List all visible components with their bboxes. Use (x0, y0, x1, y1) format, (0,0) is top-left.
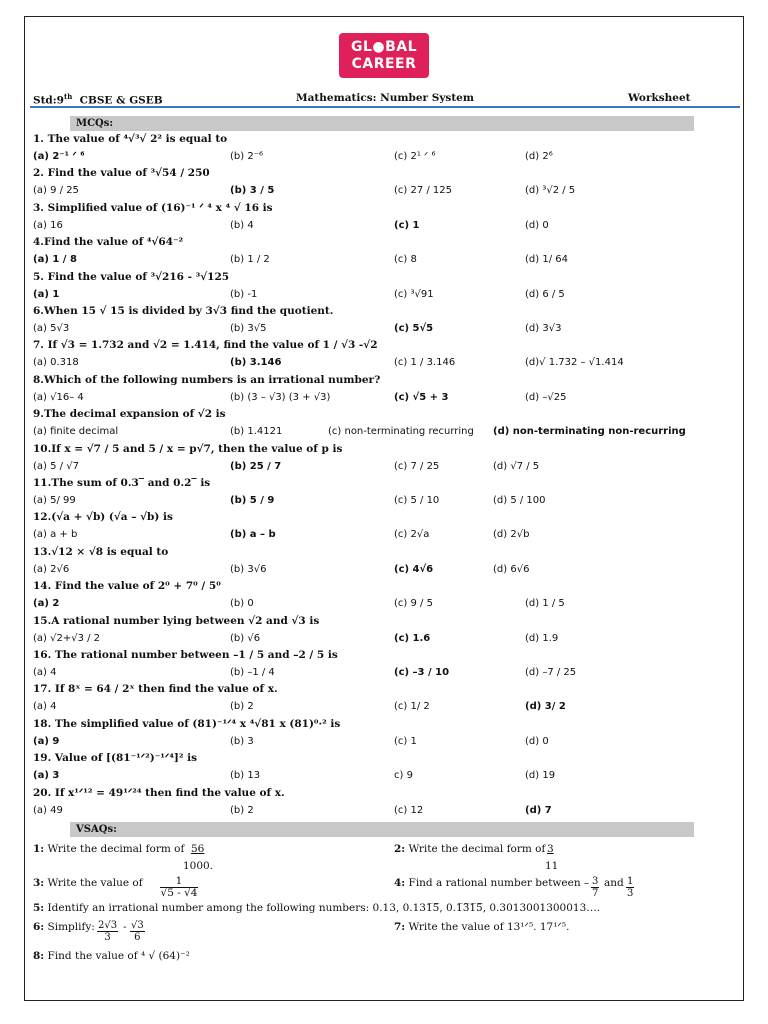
mcq-question-11: 11.The sum of 0.3‾ and 0.2‾ is (33, 477, 211, 489)
mcq-10-option-a: (a) 5 / √7 (33, 460, 79, 472)
vsaq-3-numerator: 1 (160, 876, 199, 888)
vsaq-6-text: Simplify: (47, 921, 95, 933)
mcq-6-option-c: (c) 5√5 (394, 323, 434, 334)
mcq-5-option-d: (d) 6 / 5 (525, 288, 565, 300)
mcq-9-option-a: (a) finite decimal (33, 426, 119, 438)
vsaq-4-fraction-2 (626, 876, 634, 899)
mcq-14-option-a: (a) 2 (33, 598, 60, 610)
vsaq-7-text: Write the value of 13¹ᐟ⁵. 17¹ᐟ⁵. (408, 921, 570, 933)
vsaq-4-f1-denominator: 7 (592, 888, 599, 899)
header-subject: Mathematics: Number System (296, 92, 474, 104)
vsaq-7 (394, 921, 569, 934)
vsaq-4-f2-denominator: 3 (627, 888, 634, 899)
mcq-11-option-a: (a) 5/ 99 (33, 495, 76, 506)
mcq-question-13: 13.√12 × √8 is equal to (33, 545, 169, 558)
mcq-3-option-b: (b) 4 (230, 219, 254, 231)
vsaq-8-number: 8: (33, 950, 45, 962)
mcq-question-2: 2. Find the value of ³√54 / 250 (33, 167, 210, 180)
mcq-19-option-a: (a) 3 (33, 770, 60, 782)
logo-line-2: CAREER (351, 56, 417, 72)
mcq-question-8: 8.Which of the following numbers is an irrational number? (33, 373, 381, 386)
vsaq-5-text: Identify an irrational number among the following numbers: 0.13, 0.131̅5̅, 0.1̅3̅1̅5̅, 0.3013001300013…. (47, 902, 601, 914)
mcq-question-7: 7. If √3 = 1.732 and √2 = 1.414, find the value of 1 / √3 -√2 (33, 339, 378, 352)
vsaq-1-text: Write the decimal form of (47, 843, 185, 855)
mcq-8-option-b: (b) (3 – √3) (3 + √3) (230, 391, 331, 403)
mcq-11-option-b: (b) 5 / 9 (230, 495, 275, 506)
mcq-question-10: 10.If x = √7 / 5 and 5 / x = p√7, then the value of p is (33, 442, 343, 455)
mcq-4-option-a: (a) 1 / 8 (33, 254, 77, 266)
mcq-4-option-c: (c) 8 (394, 254, 417, 266)
mcq-question-18: 18. The simplified value of (81)⁻¹ᐟ⁴ x ⁴√81 x (81)⁰·² is (33, 717, 341, 730)
mcq-question-6: 6.When 15 √ 15 is divided by 3√3 find the quotient. (33, 305, 334, 317)
mcq-12-option-b: (b) a – b (230, 529, 276, 541)
mcq-19-option-b: (b) 13 (230, 770, 261, 782)
mcq-question-3: 3. Simplified value of (16)⁻¹ ᐟ ⁴ x ⁴ √ 16 is (33, 201, 273, 214)
mcq-19-option-c: c) 9 (394, 770, 413, 782)
mcq-question-19: 19. Value of [(81⁻¹ᐟ²)⁻¹ᐟ⁴]² is (33, 752, 198, 765)
mcq-17-option-a: (a) 4 (33, 701, 57, 713)
mcq-7-option-a: (a) 0.318 (33, 357, 79, 369)
mcq-15-option-b: (b) √6 (230, 632, 261, 644)
mcq-6-option-b: (b) 3√5 (230, 323, 267, 334)
mcq-question-16: 16. The rational number between –1 / 5 and –2 / 5 is (33, 649, 338, 661)
mcq-16-option-b: (b) –1 / 4 (230, 667, 275, 678)
mcq-16-option-c: (c) –3 / 10 (394, 667, 450, 678)
vsaq-5-number: 5: (33, 902, 45, 914)
mcq-12-option-a: (a) a + b (33, 529, 78, 541)
vsaq-1-number: 1: (33, 843, 45, 855)
mcq-9-option-c: (c) non-terminating recurring (328, 426, 474, 438)
vsaq-heading: VSAQs: (70, 822, 694, 837)
vsaq-4-text: Find a rational number between – (408, 877, 590, 889)
mcq-2-option-a: (a) 9 / 25 (33, 185, 79, 197)
mcq-11-option-d: (d) 5 / 100 (493, 495, 546, 506)
vsaq-4-f1-numerator: 3 (592, 876, 599, 887)
vsaq-3-text: Write the value of (47, 877, 143, 889)
vsaq-1-denominator: 1000. (183, 860, 214, 872)
vsaq-3 (33, 877, 143, 890)
mcq-16-option-a: (a) 4 (33, 667, 57, 678)
vsaq-3-denominator: √5 - √4 (160, 887, 198, 899)
mcq-16-option-d: (d) –7 / 25 (525, 667, 577, 678)
mcq-8-option-a: (a) √16– 4 (33, 391, 84, 403)
header-worksheet: Worksheet (628, 92, 691, 104)
mcq-question-4: 4.Find the value of ⁴√64⁻² (33, 236, 184, 249)
vsaq-4-and: and (604, 877, 624, 889)
vsaq-6-minus: - (123, 921, 127, 933)
vsaq-3-number: 3: (33, 877, 45, 889)
mcq-6-option-a: (a) 5√3 (33, 323, 70, 334)
mcq-1-option-a: (a) 2⁻¹ ᐟ ⁶ (33, 151, 85, 162)
vsaq-2-text: Write the decimal form of (408, 843, 546, 855)
mcq-17-option-d: (d) 3/ 2 (525, 701, 566, 713)
mcq-8-option-d: (d) –√25 (525, 391, 567, 403)
vsaq-6 (33, 921, 95, 934)
mcq-2-option-b: (b) 3 / 5 (230, 185, 275, 197)
mcq-14-option-b: (b) 0 (230, 598, 254, 610)
mcq-14-option-d: (d) 1 / 5 (525, 598, 565, 610)
mcq-17-option-c: (c) 1/ 2 (394, 701, 430, 713)
vsaq-2-number: 2: (394, 843, 406, 855)
vsaq-4-number: 4: (394, 877, 406, 889)
vsaq-8 (33, 950, 190, 963)
header-rule (30, 106, 740, 108)
mcq-1-option-c: (c) 2¹ ᐟ ⁶ (394, 151, 436, 162)
mcq-12-option-d: (d) 2√b (493, 529, 530, 541)
mcq-question-15: 15.A rational number lying between √2 and √3 is (33, 614, 320, 627)
vsaq-6-f2-numerator: √3 (131, 920, 144, 931)
std-sup: th (63, 92, 73, 101)
vsaq-1 (33, 843, 184, 856)
global-career-logo (339, 33, 429, 78)
mcq-12-option-c: (c) 2√a (394, 529, 430, 541)
vsaq-2-denominator: 11 (545, 860, 559, 872)
mcq-18-option-b: (b) 3 (230, 735, 254, 747)
vsaq-8-text: Find the value of ⁴ √ (64)⁻² (47, 950, 190, 962)
vsaq-7-number: 7: (394, 921, 406, 933)
mcq-13-option-b: (b) 3√6 (230, 563, 267, 575)
std-label: Std:9 (33, 94, 64, 107)
vsaq-6-fraction-2 (130, 920, 145, 943)
mcq-5-option-b: (b) -1 (230, 288, 258, 300)
mcq-6-option-d: (d) 3√3 (525, 323, 562, 334)
mcq-3-option-d: (d) 0 (525, 219, 549, 231)
mcq-7-option-d: (d)√ 1.732 – √1.414 (525, 357, 624, 369)
mcq-question-12: 12.(√a + √b) (√a – √b) is (33, 511, 173, 524)
vsaq-4-f2-numerator: 1 (627, 876, 634, 887)
mcq-18-option-c: (c) 1 (394, 735, 417, 747)
mcq-15-option-c: (c) 1.6 (394, 632, 431, 644)
logo-line-1: GL●BAL (350, 39, 418, 55)
board-label: CBSE & GSEB (79, 94, 163, 107)
mcq-question-9: 9.The decimal expansion of √2 is (33, 408, 226, 421)
mcq-18-option-d: (d) 0 (525, 735, 549, 747)
mcq-2-option-d: (d) ³√2 / 5 (525, 185, 576, 197)
vsaq-6-number: 6: (33, 921, 45, 933)
mcq-10-option-b: (b) 25 / 7 (230, 460, 282, 472)
mcq-20-option-b: (b) 2 (230, 804, 254, 816)
mcq-4-option-d: (d) 1/ 64 (525, 254, 568, 266)
mcq-10-option-c: (c) 7 / 25 (394, 460, 440, 472)
mcq-19-option-d: (d) 19 (525, 770, 556, 782)
mcq-question-5: 5. Find the value of ³√216 - ³√125 (33, 270, 230, 283)
mcq-4-option-b: (b) 1 / 2 (230, 254, 270, 266)
mcq-question-17: 17. If 8ˣ = 64 / 2ˣ then find the value of x. (33, 683, 278, 696)
mcq-2-option-c: (c) 27 / 125 (394, 185, 453, 197)
vsaq-3-fraction (157, 876, 201, 899)
mcq-14-option-c: (c) 9 / 5 (394, 598, 433, 610)
vsaq-6-fraction-1 (97, 920, 118, 943)
mcq-9-option-b: (b) 1.4121 (230, 426, 283, 438)
mcq-question-1: 1. The value of ⁴√³√ 2² is equal to (33, 133, 228, 145)
mcq-15-option-d: (d) 1.9 (525, 632, 559, 644)
mcq-13-option-c: (c) 4√6 (394, 563, 434, 575)
mcq-3-option-c: (c) 1 (394, 219, 420, 231)
vsaq-4-fraction-1 (591, 876, 599, 899)
mcq-5-option-a: (a) 1 (33, 288, 60, 300)
vsaq-6-f1-denominator: 3 (104, 932, 111, 943)
mcq-17-option-b: (b) 2 (230, 701, 254, 713)
header-standard (33, 92, 163, 107)
mcq-20-option-d: (d) 7 (525, 804, 552, 816)
mcq-1-option-b: (b) 2⁻⁶ (230, 151, 263, 162)
vsaq-2 (394, 843, 545, 856)
mcq-11-option-c: (c) 5 / 10 (394, 495, 440, 506)
mcq-3-option-a: (a) 16 (33, 219, 63, 231)
vsaq-6-f2-denominator: 6 (134, 932, 141, 943)
mcq-7-option-b: (b) 3.146 (230, 357, 282, 369)
vsaq-1-numerator: 56 (191, 843, 205, 855)
mcq-1-option-d: (d) 2⁶ (525, 151, 553, 162)
mcq-5-option-c: (c) ³√91 (394, 288, 434, 300)
mcq-20-option-c: (c) 12 (394, 804, 424, 816)
mcq-9-option-d: (d) non-terminating non-recurring (493, 426, 686, 438)
mcq-heading: MCQs: (70, 116, 694, 131)
mcq-question-14: 14. Find the value of 2⁰ + 7⁰ / 5⁰ (33, 580, 221, 593)
mcq-10-option-d: (d) √7 / 5 (493, 460, 540, 472)
mcq-question-20: 20. If x¹ᐟ¹² = 49¹ᐟ²⁴ then find the value of x. (33, 786, 285, 799)
mcq-13-option-a: (a) 2√6 (33, 563, 70, 575)
mcq-13-option-d: (d) 6√6 (493, 563, 530, 575)
vsaq-2-numerator: 3 (547, 843, 554, 855)
mcq-15-option-a: (a) √2+√3 / 2 (33, 632, 101, 644)
mcq-18-option-a: (a) 9 (33, 735, 60, 747)
vsaq-4 (394, 877, 589, 890)
vsaq-5 (33, 902, 600, 915)
vsaq-6-f1-numerator: 2√3 (98, 920, 118, 931)
mcq-20-option-a: (a) 49 (33, 804, 63, 816)
mcq-7-option-c: (c) 1 / 3.146 (394, 357, 456, 369)
mcq-8-option-c: (c) √5 + 3 (394, 391, 449, 403)
